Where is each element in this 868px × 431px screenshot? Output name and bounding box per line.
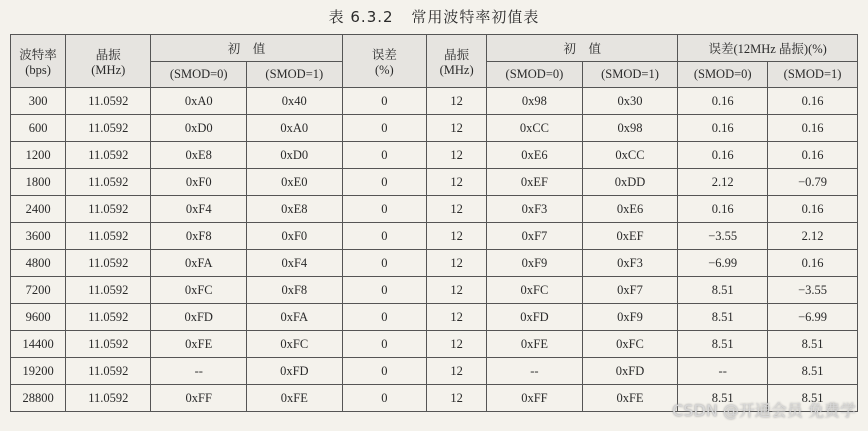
table-row	[11, 169, 858, 196]
cell-osc-2: 12	[427, 358, 487, 385]
cell-init-smod0-2: 0xF7	[487, 223, 583, 250]
cell-err: 0	[342, 223, 427, 250]
cell-baud: 600	[11, 115, 66, 142]
cell-init-smod1-1: 0xFD	[247, 358, 343, 385]
cell-baud: 28800	[11, 385, 66, 412]
cell-init-smod0-2: 0xCC	[487, 115, 583, 142]
cell-init-smod1-2: 0xE6	[582, 196, 678, 223]
cell-err: 0	[342, 196, 427, 223]
cell-init-smod1-2: 0x30	[582, 88, 678, 115]
cell-init-smod0-2: 0x98	[487, 88, 583, 115]
cell-baud: 2400	[11, 196, 66, 223]
cell-init-smod0-2: 0xF9	[487, 250, 583, 277]
table-caption: 常用波特率初值表	[411, 8, 540, 26]
cell-osc-2: 12	[427, 142, 487, 169]
cell-err-smod1: 8.51	[768, 358, 858, 385]
cell-osc-1: 11.0592	[66, 169, 151, 196]
cell-err-smod1: 0.16	[768, 142, 858, 169]
cell-err-smod1: 0.16	[768, 115, 858, 142]
cell-osc-1: 11.0592	[66, 196, 151, 223]
cell-init-smod0-1: 0xFE	[151, 331, 247, 358]
cell-err: 0	[342, 385, 427, 412]
header-osc-1-label: 晶振	[95, 47, 121, 62]
cell-baud: 1200	[11, 142, 66, 169]
cell-init-smod0-2: --	[487, 358, 583, 385]
cell-init-smod1-2: 0xF9	[582, 304, 678, 331]
header-baud-unit: (bps)	[25, 62, 51, 77]
cell-err: 0	[342, 250, 427, 277]
header-osc-2-label: 晶振	[444, 47, 470, 62]
header-osc-1	[66, 35, 151, 88]
cell-err-smod1: 8.51	[768, 385, 858, 412]
cell-err-smod0: 2.12	[678, 169, 768, 196]
header-baud-label: 波特率	[19, 47, 57, 62]
table-number: 表 6.3.2	[328, 8, 394, 26]
cell-init-smod0-1: 0xFA	[151, 250, 247, 277]
cell-baud: 3600	[11, 223, 66, 250]
cell-baud: 300	[11, 88, 66, 115]
cell-err: 0	[342, 142, 427, 169]
cell-osc-1: 11.0592	[66, 331, 151, 358]
cell-init-smod1-2: 0xEF	[582, 223, 678, 250]
cell-init-smod0-1: --	[151, 358, 247, 385]
cell-init-smod1-2: 0xCC	[582, 142, 678, 169]
cell-init-smod1-1: 0x40	[247, 88, 343, 115]
header-smod0-1: (SMOD=0)	[151, 62, 247, 88]
cell-init-smod1-1: 0xF0	[247, 223, 343, 250]
cell-init-smod0-2: 0xFC	[487, 277, 583, 304]
cell-init-smod1-2: 0xFE	[582, 385, 678, 412]
cell-init-smod1-2: 0xFC	[582, 331, 678, 358]
cell-baud: 7200	[11, 277, 66, 304]
cell-err: 0	[342, 304, 427, 331]
cell-osc-2: 12	[427, 223, 487, 250]
cell-init-smod1-2: 0x98	[582, 115, 678, 142]
table-row	[11, 358, 858, 385]
cell-osc-1: 11.0592	[66, 385, 151, 412]
cell-init-smod0-1: 0xE8	[151, 142, 247, 169]
cell-osc-2: 12	[427, 115, 487, 142]
header-err	[342, 35, 427, 88]
table-row	[11, 196, 858, 223]
cell-init-smod0-2: 0xFE	[487, 331, 583, 358]
header-err-smod1: (SMOD=1)	[768, 62, 858, 88]
cell-err-smod0: 0.16	[678, 115, 768, 142]
table-row	[11, 304, 858, 331]
cell-err-smod0: 8.51	[678, 331, 768, 358]
cell-init-smod1-1: 0xF4	[247, 250, 343, 277]
table-row	[11, 277, 858, 304]
cell-err: 0	[342, 169, 427, 196]
cell-init-smod0-2: 0xEF	[487, 169, 583, 196]
cell-init-smod0-1: 0xF8	[151, 223, 247, 250]
cell-err: 0	[342, 331, 427, 358]
cell-init-smod1-2: 0xDD	[582, 169, 678, 196]
watermark: CSDN @开通会员 免费学	[672, 401, 856, 420]
table-row	[11, 88, 858, 115]
cell-init-smod0-2: 0xFD	[487, 304, 583, 331]
cell-init-smod1-2: 0xFD	[582, 358, 678, 385]
cell-osc-1: 11.0592	[66, 223, 151, 250]
header-init-2: 初 值	[487, 35, 678, 62]
header-osc-1-unit: (MHz)	[91, 62, 126, 77]
header-osc-2-unit: (MHz)	[439, 62, 474, 77]
header-err-label: 误差	[371, 47, 397, 62]
cell-osc-1: 11.0592	[66, 304, 151, 331]
cell-init-smod0-1: 0xFF	[151, 385, 247, 412]
cell-err-smod1: −6.99	[768, 304, 858, 331]
cell-err-smod1: 8.51	[768, 331, 858, 358]
header-row-1	[11, 35, 858, 62]
cell-err-smod0: −3.55	[678, 223, 768, 250]
cell-baud: 14400	[11, 331, 66, 358]
header-init-1: 初 值	[151, 35, 342, 62]
header-smod1-1: (SMOD=1)	[247, 62, 343, 88]
cell-init-smod1-1: 0xA0	[247, 115, 343, 142]
cell-baud: 1800	[11, 169, 66, 196]
header-err-unit: (%)	[374, 62, 394, 77]
cell-err-smod1: 2.12	[768, 223, 858, 250]
cell-init-smod1-1: 0xFA	[247, 304, 343, 331]
cell-init-smod1-1: 0xF8	[247, 277, 343, 304]
table-title	[0, 6, 868, 27]
table-row	[11, 223, 858, 250]
cell-osc-1: 11.0592	[66, 358, 151, 385]
cell-init-smod1-2: 0xF3	[582, 250, 678, 277]
table-row	[11, 115, 858, 142]
cell-osc-2: 12	[427, 304, 487, 331]
cell-init-smod1-2: 0xF7	[582, 277, 678, 304]
cell-init-smod0-1: 0xF0	[151, 169, 247, 196]
cell-err-smod0: −6.99	[678, 250, 768, 277]
cell-err-smod0: 8.51	[678, 304, 768, 331]
cell-init-smod0-2: 0xF3	[487, 196, 583, 223]
table-row	[11, 142, 858, 169]
cell-osc-2: 12	[427, 196, 487, 223]
cell-err-smod1: 0.16	[768, 88, 858, 115]
cell-osc-2: 12	[427, 250, 487, 277]
cell-osc-2: 12	[427, 88, 487, 115]
cell-init-smod1-1: 0xD0	[247, 142, 343, 169]
cell-baud: 4800	[11, 250, 66, 277]
cell-osc-2: 12	[427, 277, 487, 304]
cell-err-smod0: 0.16	[678, 196, 768, 223]
table-row	[11, 331, 858, 358]
header-baud	[11, 35, 66, 88]
cell-init-smod0-1: 0xF4	[151, 196, 247, 223]
cell-init-smod0-1: 0xA0	[151, 88, 247, 115]
cell-init-smod0-1: 0xD0	[151, 115, 247, 142]
cell-baud: 9600	[11, 304, 66, 331]
cell-init-smod1-1: 0xE0	[247, 169, 343, 196]
cell-err-smod1: 0.16	[768, 196, 858, 223]
table-row	[11, 250, 858, 277]
header-osc-2	[427, 35, 487, 88]
cell-osc-2: 12	[427, 331, 487, 358]
cell-osc-1: 11.0592	[66, 277, 151, 304]
cell-osc-1: 11.0592	[66, 142, 151, 169]
cell-err: 0	[342, 277, 427, 304]
cell-init-smod1-1: 0xFE	[247, 385, 343, 412]
cell-err-smod0: 8.51	[678, 385, 768, 412]
header-err-12mhz: 误差(12MHz 晶振)(%)	[678, 35, 858, 62]
cell-err-smod1: −0.79	[768, 169, 858, 196]
cell-osc-2: 12	[427, 169, 487, 196]
header-smod0-2: (SMOD=0)	[487, 62, 583, 88]
cell-err-smod1: 0.16	[768, 250, 858, 277]
cell-err-smod0: 0.16	[678, 142, 768, 169]
cell-osc-1: 11.0592	[66, 88, 151, 115]
cell-init-smod0-2: 0xE6	[487, 142, 583, 169]
cell-err-smod0: 8.51	[678, 277, 768, 304]
cell-osc-2: 12	[427, 385, 487, 412]
cell-init-smod1-1: 0xE8	[247, 196, 343, 223]
cell-init-smod0-1: 0xFD	[151, 304, 247, 331]
cell-err: 0	[342, 115, 427, 142]
cell-init-smod0-1: 0xFC	[151, 277, 247, 304]
cell-err: 0	[342, 88, 427, 115]
cell-err-smod0: 0.16	[678, 88, 768, 115]
cell-err-smod1: −3.55	[768, 277, 858, 304]
baud-rate-table	[10, 34, 858, 412]
cell-err-smod0: --	[678, 358, 768, 385]
cell-osc-1: 11.0592	[66, 250, 151, 277]
cell-baud: 19200	[11, 358, 66, 385]
header-smod1-2: (SMOD=1)	[582, 62, 678, 88]
cell-init-smod0-2: 0xFF	[487, 385, 583, 412]
header-err-smod0: (SMOD=0)	[678, 62, 768, 88]
cell-err: 0	[342, 358, 427, 385]
cell-osc-1: 11.0592	[66, 115, 151, 142]
cell-init-smod1-1: 0xFC	[247, 331, 343, 358]
